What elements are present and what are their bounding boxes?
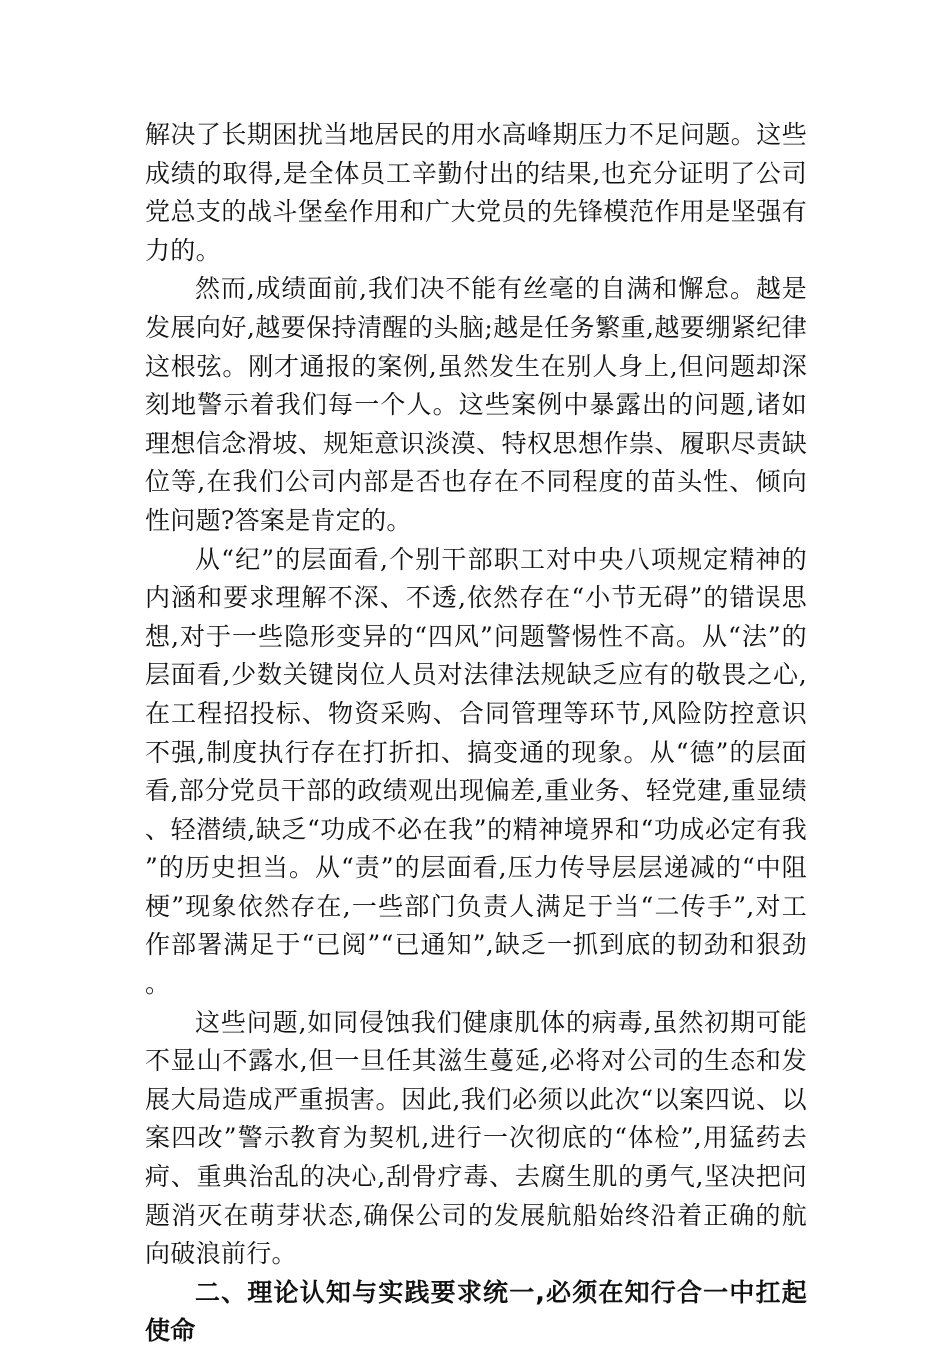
paragraph-problem-remedy: 这些问题,如同侵蚀我们健康肌体的病毒,虽然初期可能不显山不露水,但一旦任其滋生蔓延,必将对公司的生态和发展大局造成严重损害。因此,我们必须以此次“以案四说、以案四改”警示教育为契机,进行一次彻底的“体检”,用猛药去疴、重典治乱的决心,刮骨疗毒、去腐生肌的勇气,坚决把问题消灭在萌芽状态,确保公司的发展航船始终沿着正确的航向破浪前行。	[145, 1007, 807, 1269]
paragraph-complacency-warning: 然而,成绩面前,我们决不能有丝毫的自满和懈怠。越是发展向好,越要保持清醒的头脑;越是任务繁重,越要绷紧纪律这根弦。刚才通报的案例,虽然发生在别人身上,但问题却深刻地警示着我们每一个人。这些案例中暴露出的问题,诸如理想信念滑坡、规矩意识淡漠、特权思想作祟、履职尽责缺位等,在我们公司内部是否也存在不同程度的苗头性、倾向性问题?答案是肯定的。	[145, 274, 807, 535]
section-heading: 二、理论认知与实践要求统一,必须在知行合一中扛起使命	[145, 1277, 807, 1346]
paragraph-four-aspects: 从“纪”的层面看,个别干部职工对中央八项规定精神的内涵和要求理解不深、不透,依然存在“小节无碍”的错误思想,对于一些隐形变异的“四风”问题警惕性不高。从“法”的层面看,少数关键岗位人员对法律法规缺乏应有的敬畏之心,在工程招投标、物资采购、合同管理等环节,风险防控意识不强,制度执行存在打折扣、搞变通的现象。从“德”的层面看,部分党员干部的政绩观出现偏差,重业务、轻党建,重显绩、轻潜绩,缺乏“功成不必在我”的精神境界和“功成必定有我”的历史担当。从“责”的层面看,压力传导层层递减的“中阻梗”现象依然存在,一些部门负责人满足于当“二传手”,对工作部署满足于“已阅”“已通知”,缺乏一抓到底的韧劲和狠劲。	[145, 544, 807, 999]
paragraph-continuation: 解决了长期困扰当地居民的用水高峰期压力不足问题。这些成绩的取得,是全体员工辛勤付出的结果,也充分证明了公司党总支的战斗堡垒作用和广大党员的先锋模范作用是坚强有力的。	[145, 120, 807, 265]
document-body	[145, 116, 807, 1351]
